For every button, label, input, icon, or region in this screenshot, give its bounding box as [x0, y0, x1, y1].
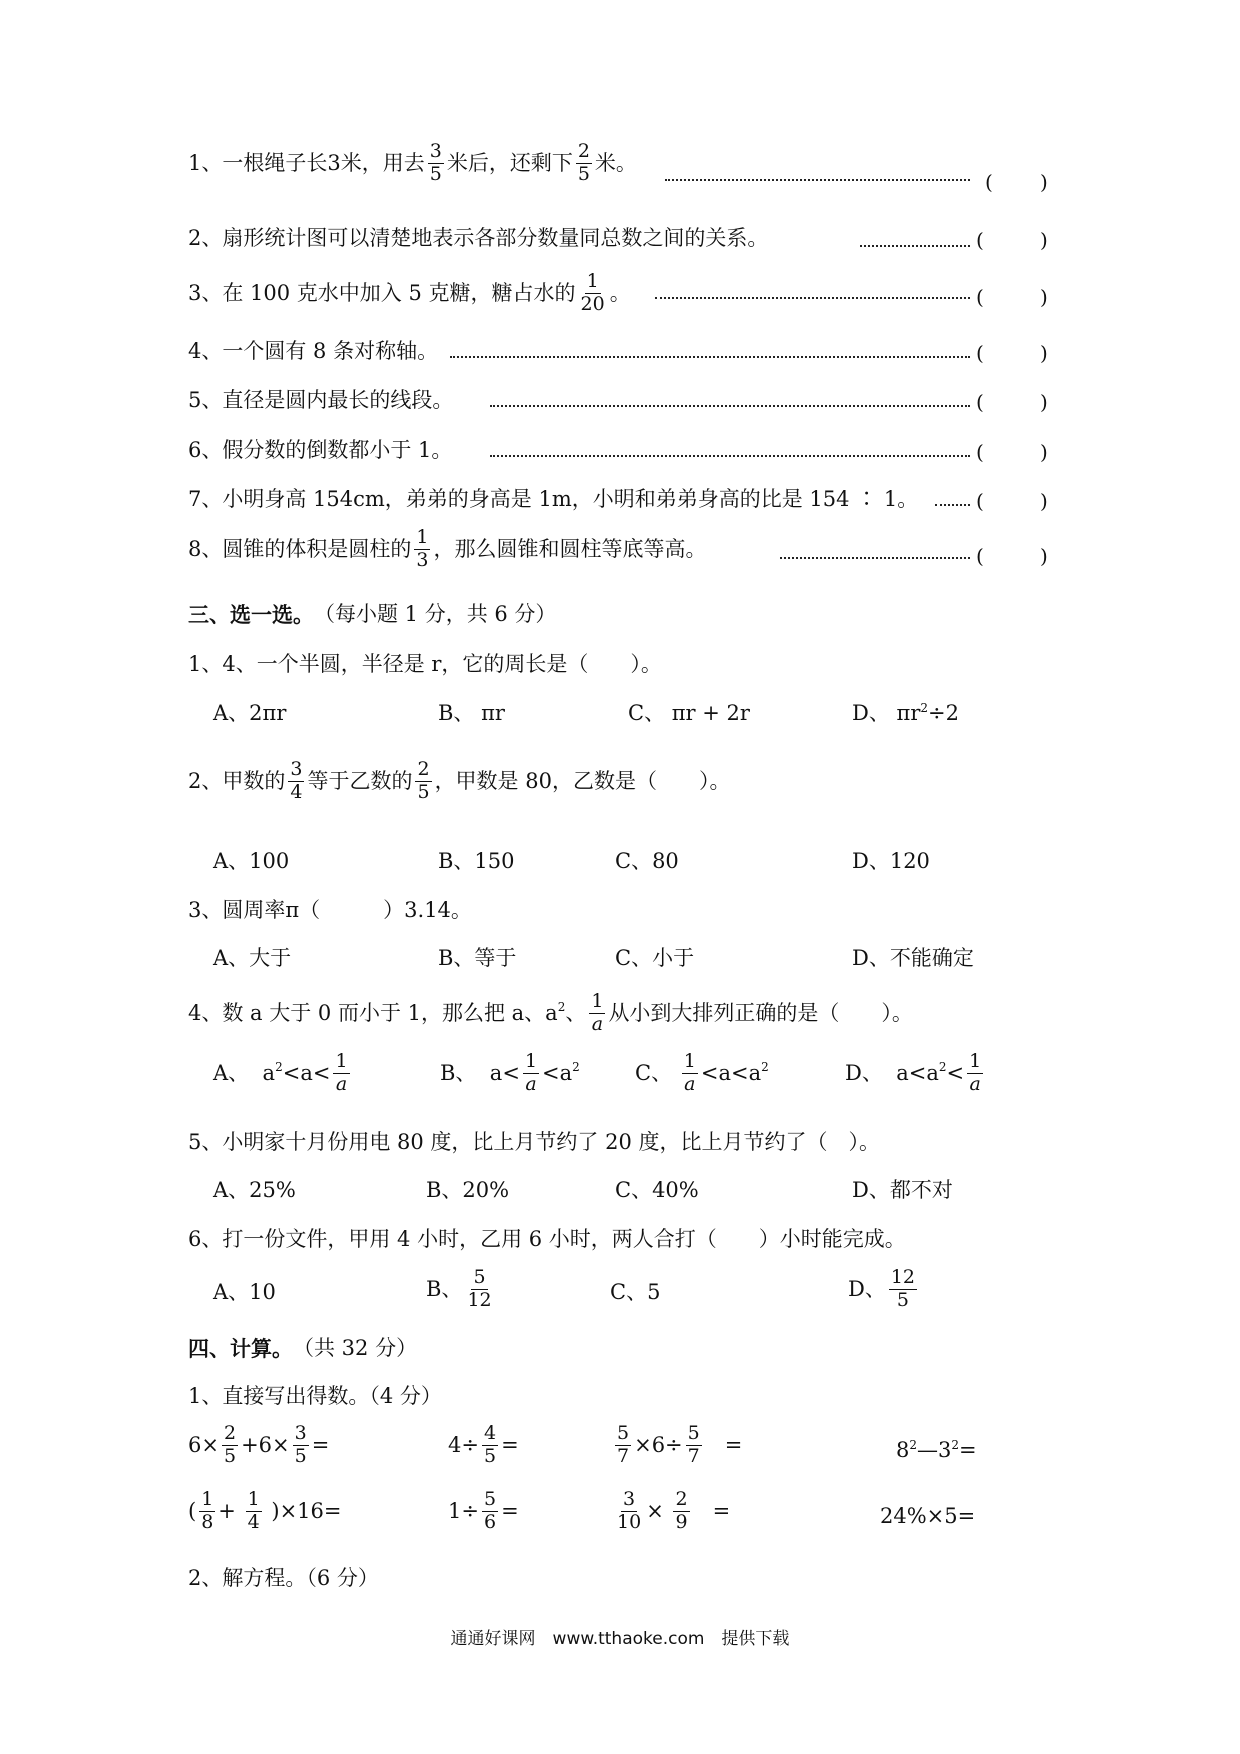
dotted-leader — [490, 455, 970, 457]
answer-paren-close: ) — [1040, 285, 1048, 309]
calc-expression: 1÷ $\frac{5}{6}$ = — [448, 1488, 519, 1533]
option-d: D、都不对 — [852, 1178, 953, 1202]
option-a: A、25% — [213, 1178, 296, 1202]
answer-paren-close: ) — [1040, 440, 1048, 464]
fraction: $\frac{5}{12}$ — [467, 1266, 492, 1311]
judge-item-8-text: 8、圆锥的体积是圆柱的 — [188, 536, 412, 561]
calc-expression: $\frac{3}{10}$ × $\frac{2}{9}$ = — [617, 1488, 731, 1533]
option-c: C、小于 — [615, 946, 695, 970]
option-c: C、80 — [615, 849, 679, 873]
fraction: $\frac{3}{10}$ — [617, 1488, 642, 1533]
judge-item-2 — [188, 228, 768, 249]
option-d: D、120 — [852, 849, 930, 873]
calc-expression: 24%×5= — [880, 1504, 976, 1528]
fraction: $\frac{5}{7}$ — [617, 1422, 630, 1467]
section-note: （每小题 1 分，共 6 分） — [314, 602, 557, 626]
answer-paren-open: ( — [976, 390, 984, 414]
fraction: $\frac{3}{5}$ — [429, 140, 442, 185]
dotted-leader — [935, 504, 970, 506]
fraction: $\frac{2}{9}$ — [675, 1488, 688, 1533]
judge-item-3: 3、在 100 克水中加入 5 克糖，糖占水的 $\frac{1}{20}$ 。 — [188, 270, 631, 315]
option-b: B、 πr — [438, 701, 505, 725]
dotted-leader — [655, 297, 970, 299]
fraction: $\frac{1}{a}$ — [524, 1050, 538, 1095]
section-title: 四、计算。 — [188, 1336, 293, 1361]
answer-paren-open: ( — [976, 544, 984, 568]
fraction: $\frac{1}{a}$ — [591, 990, 604, 1035]
fraction: $\frac{1}{8}$ — [201, 1488, 214, 1533]
dotted-leader — [860, 245, 970, 247]
choice-question-5: 5、小明家十月份用电 80 度，比上月节约了 20 度，比上月节约了（ ）。 — [188, 1130, 881, 1154]
fraction: $\frac{1}{4}$ — [247, 1488, 260, 1533]
fraction: $\frac{1}{3}$ — [416, 526, 429, 571]
dotted-leader — [780, 557, 970, 559]
option-c: C、 πr + 2r — [628, 701, 750, 725]
option-a: A、大于 — [213, 946, 292, 970]
choice-question-3: 3、圆周率π（ ）3.14。 — [188, 898, 472, 922]
option-d: D、 a < a $^2$ < $\frac{1}{a}$ — [845, 1050, 982, 1095]
calc-subheading-2: 2、解方程。（6 分） — [188, 1566, 379, 1590]
section-title: 三、选一选。 — [188, 602, 314, 627]
option-c: C、5 — [610, 1280, 661, 1304]
judge-item-7-text: 7、小明身高 154cm，弟弟的身高是 1m，小明和弟弟身高的比是 154 ∶ 1。 — [188, 487, 919, 511]
answer-paren-close: ) — [1040, 489, 1048, 513]
dotted-leader — [490, 405, 970, 407]
fraction: $\frac{1}{a}$ — [683, 1050, 696, 1095]
fraction: $\frac{2}{5}$ — [223, 1422, 237, 1467]
choice-question-6: 6、打一份文件，甲用 4 小时，乙用 6 小时，两人合打（ ）小时能完成。 — [188, 1227, 906, 1251]
fraction: $\frac{2}{5}$ — [417, 758, 430, 803]
answer-paren-close: ) — [1040, 170, 1048, 194]
judge-item-6 — [188, 440, 452, 461]
fraction: $\frac{4}{5}$ — [483, 1422, 497, 1467]
calc-subheading-1: 1、直接写出得数。（4 分） — [188, 1384, 442, 1408]
answer-paren-open: ( — [976, 285, 984, 309]
fraction: $\frac{5}{7}$ — [687, 1422, 700, 1467]
fraction: $\frac{12}{5}$ — [890, 1266, 916, 1311]
option-d: D、 πr $^2$ ÷2 — [852, 700, 959, 725]
option-b: B、20% — [426, 1178, 510, 1202]
answer-paren-close: ) — [1040, 228, 1048, 252]
judge-item-1: 1、一根绳子长3米，用去 $\frac{3}{5}$ 米后，还剩下 $\frac{2}{5}$ 米。 — [188, 140, 637, 185]
choice-question-4: 4、数 a 大于 0 而小于 1，那么把 a、a $^2$ 、 $\frac{1}{a}$ 从小到大排列正确的是（ ）。 — [188, 990, 913, 1035]
judge-item-5 — [188, 390, 453, 411]
section-3-heading — [188, 604, 556, 625]
answer-paren-open: ( — [976, 228, 984, 252]
judge-item-7 — [188, 489, 918, 510]
dotted-leader — [450, 356, 970, 358]
judge-item-8: 8、圆锥的体积是圆柱的 $\frac{1}{3}$ ，那么圆锥和圆柱等底等高。 — [188, 526, 707, 571]
judge-item-4 — [188, 341, 438, 362]
judge-item-2-text: 2、扇形统计图可以清楚地表示各部分数量同总数之间的关系。 — [188, 226, 769, 250]
fraction: $\frac{3}{4}$ — [290, 758, 303, 803]
section-4-heading — [188, 1338, 417, 1359]
option-c: C、 $\frac{1}{a}$ < a < a $^2$ — [635, 1050, 769, 1095]
choice-question-1: 1、4、一个半圆，半径是 r，它的周长是（ ）。 — [188, 652, 662, 676]
option-b: B、等于 — [438, 946, 517, 970]
option-b: B、150 — [438, 849, 515, 873]
calc-expression: 8 $^2$ —3 $^2$ = — [896, 1437, 977, 1462]
option-a: A、2πr — [213, 701, 287, 725]
judge-item-6-text: 6、假分数的倒数都小于 1。 — [188, 438, 453, 462]
option-a: A、 a $^2$ < a < $\frac{1}{a}$ — [213, 1050, 348, 1095]
option-d: D、不能确定 — [852, 946, 974, 970]
answer-paren-open: ( — [985, 170, 993, 194]
option-c: C、40% — [615, 1178, 699, 1202]
fraction: $\frac{3}{5}$ — [294, 1422, 307, 1467]
judge-item-3-text: 3、在 100 克水中加入 5 克糖，糖占水的 — [188, 280, 576, 305]
judge-item-5-text: 5、直径是圆内最长的线段。 — [188, 388, 454, 412]
choice-question-2: 2、甲数的 $\frac{3}{4}$ 等于乙数的 $\frac{2}{5}$ ，甲数是 80，乙数是（ ）。 — [188, 758, 731, 803]
calc-expression: $\frac{5}{7}$ ×6÷ $\frac{5}{7}$ = — [617, 1422, 743, 1467]
calc-expression: ( $\frac{1}{8}$ + $\frac{1}{4}$ )×16= — [188, 1488, 342, 1533]
judge-item-1-text: 1、一根绳子长3米，用去 — [188, 150, 425, 175]
page-footer: 通通好课网 www.tthaoke.com 提供下载 — [450, 1629, 790, 1649]
judge-item-4-text: 4、一个圆有 8 条对称轴。 — [188, 339, 439, 363]
option-b: B、 $\frac{5}{12}$ — [426, 1266, 492, 1311]
calc-expression: 4÷ $\frac{4}{5}$ = — [448, 1422, 519, 1467]
answer-paren-open: ( — [976, 489, 984, 513]
fraction: $\frac{1}{a}$ — [969, 1050, 982, 1095]
answer-paren-open: ( — [976, 440, 984, 464]
answer-paren-open: ( — [976, 341, 984, 365]
fraction: $\frac{1}{a}$ — [335, 1050, 348, 1095]
fraction: $\frac{5}{6}$ — [483, 1488, 497, 1533]
answer-paren-close: ) — [1040, 544, 1048, 568]
section-note: （共 32 分） — [293, 1336, 418, 1360]
option-a: A、10 — [213, 1280, 276, 1304]
option-d: D、 $\frac{12}{5}$ — [848, 1266, 916, 1311]
answer-paren-close: ) — [1040, 341, 1048, 365]
dotted-leader — [665, 179, 970, 181]
option-b: B、 a < $\frac{1}{a}$ < a $^2$ — [440, 1050, 580, 1095]
calc-expression: 6× $\frac{2}{5}$ +6× $\frac{3}{5}$ = — [188, 1422, 330, 1467]
option-a: A、100 — [213, 849, 290, 873]
fraction: $\frac{2}{5}$ — [577, 140, 590, 185]
answer-paren-close: ) — [1040, 390, 1048, 414]
fraction: $\frac{1}{20}$ — [580, 270, 605, 315]
